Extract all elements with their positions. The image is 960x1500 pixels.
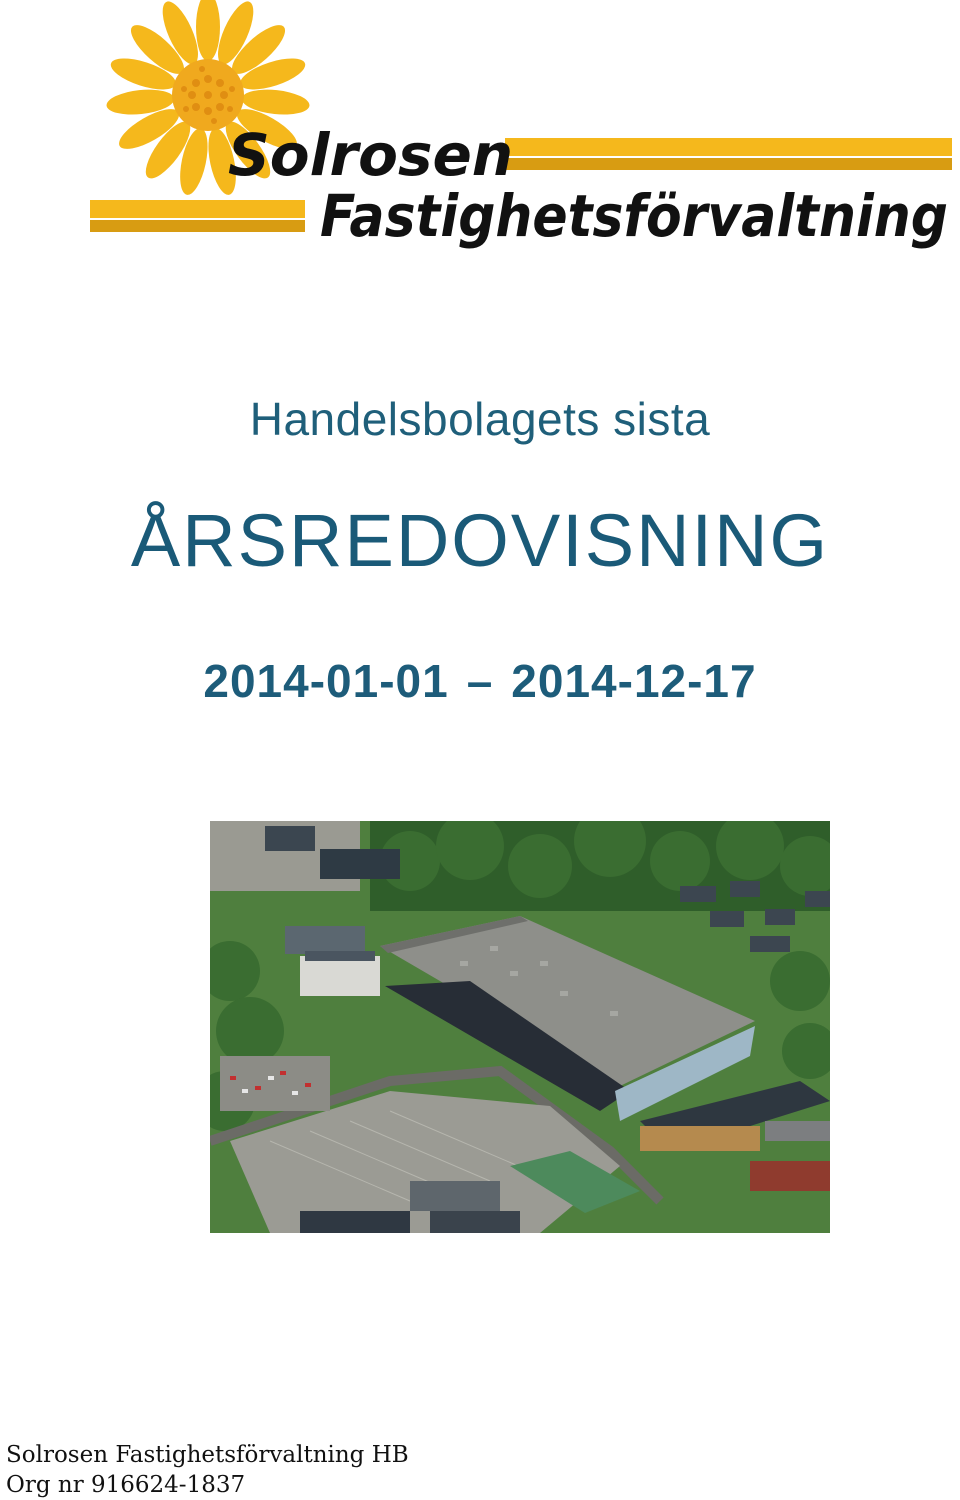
period-separator: – [466,655,494,707]
period-start: 2014-01-01 [203,655,449,707]
aerial-photo [210,821,830,1233]
document-title: ÅRSREDOVISNING [130,499,830,582]
logo-bar-right [505,138,952,156]
logo-line-1: Solrosen [228,121,514,189]
fiscal-period [0,654,960,708]
logo-bar-left [90,200,305,218]
footer-org-nr: Org nr 916624-1837 [6,1472,246,1498]
company-logo [0,0,960,280]
document-footer [6,1440,409,1500]
footer-company: Solrosen Fastighetsförvaltning HB [6,1442,409,1468]
document-subtitle: Handelsbolagets sista [249,393,711,445]
logo-line-2: Fastighetsförvaltning [320,182,948,250]
period-end: 2014-12-17 [511,655,757,707]
